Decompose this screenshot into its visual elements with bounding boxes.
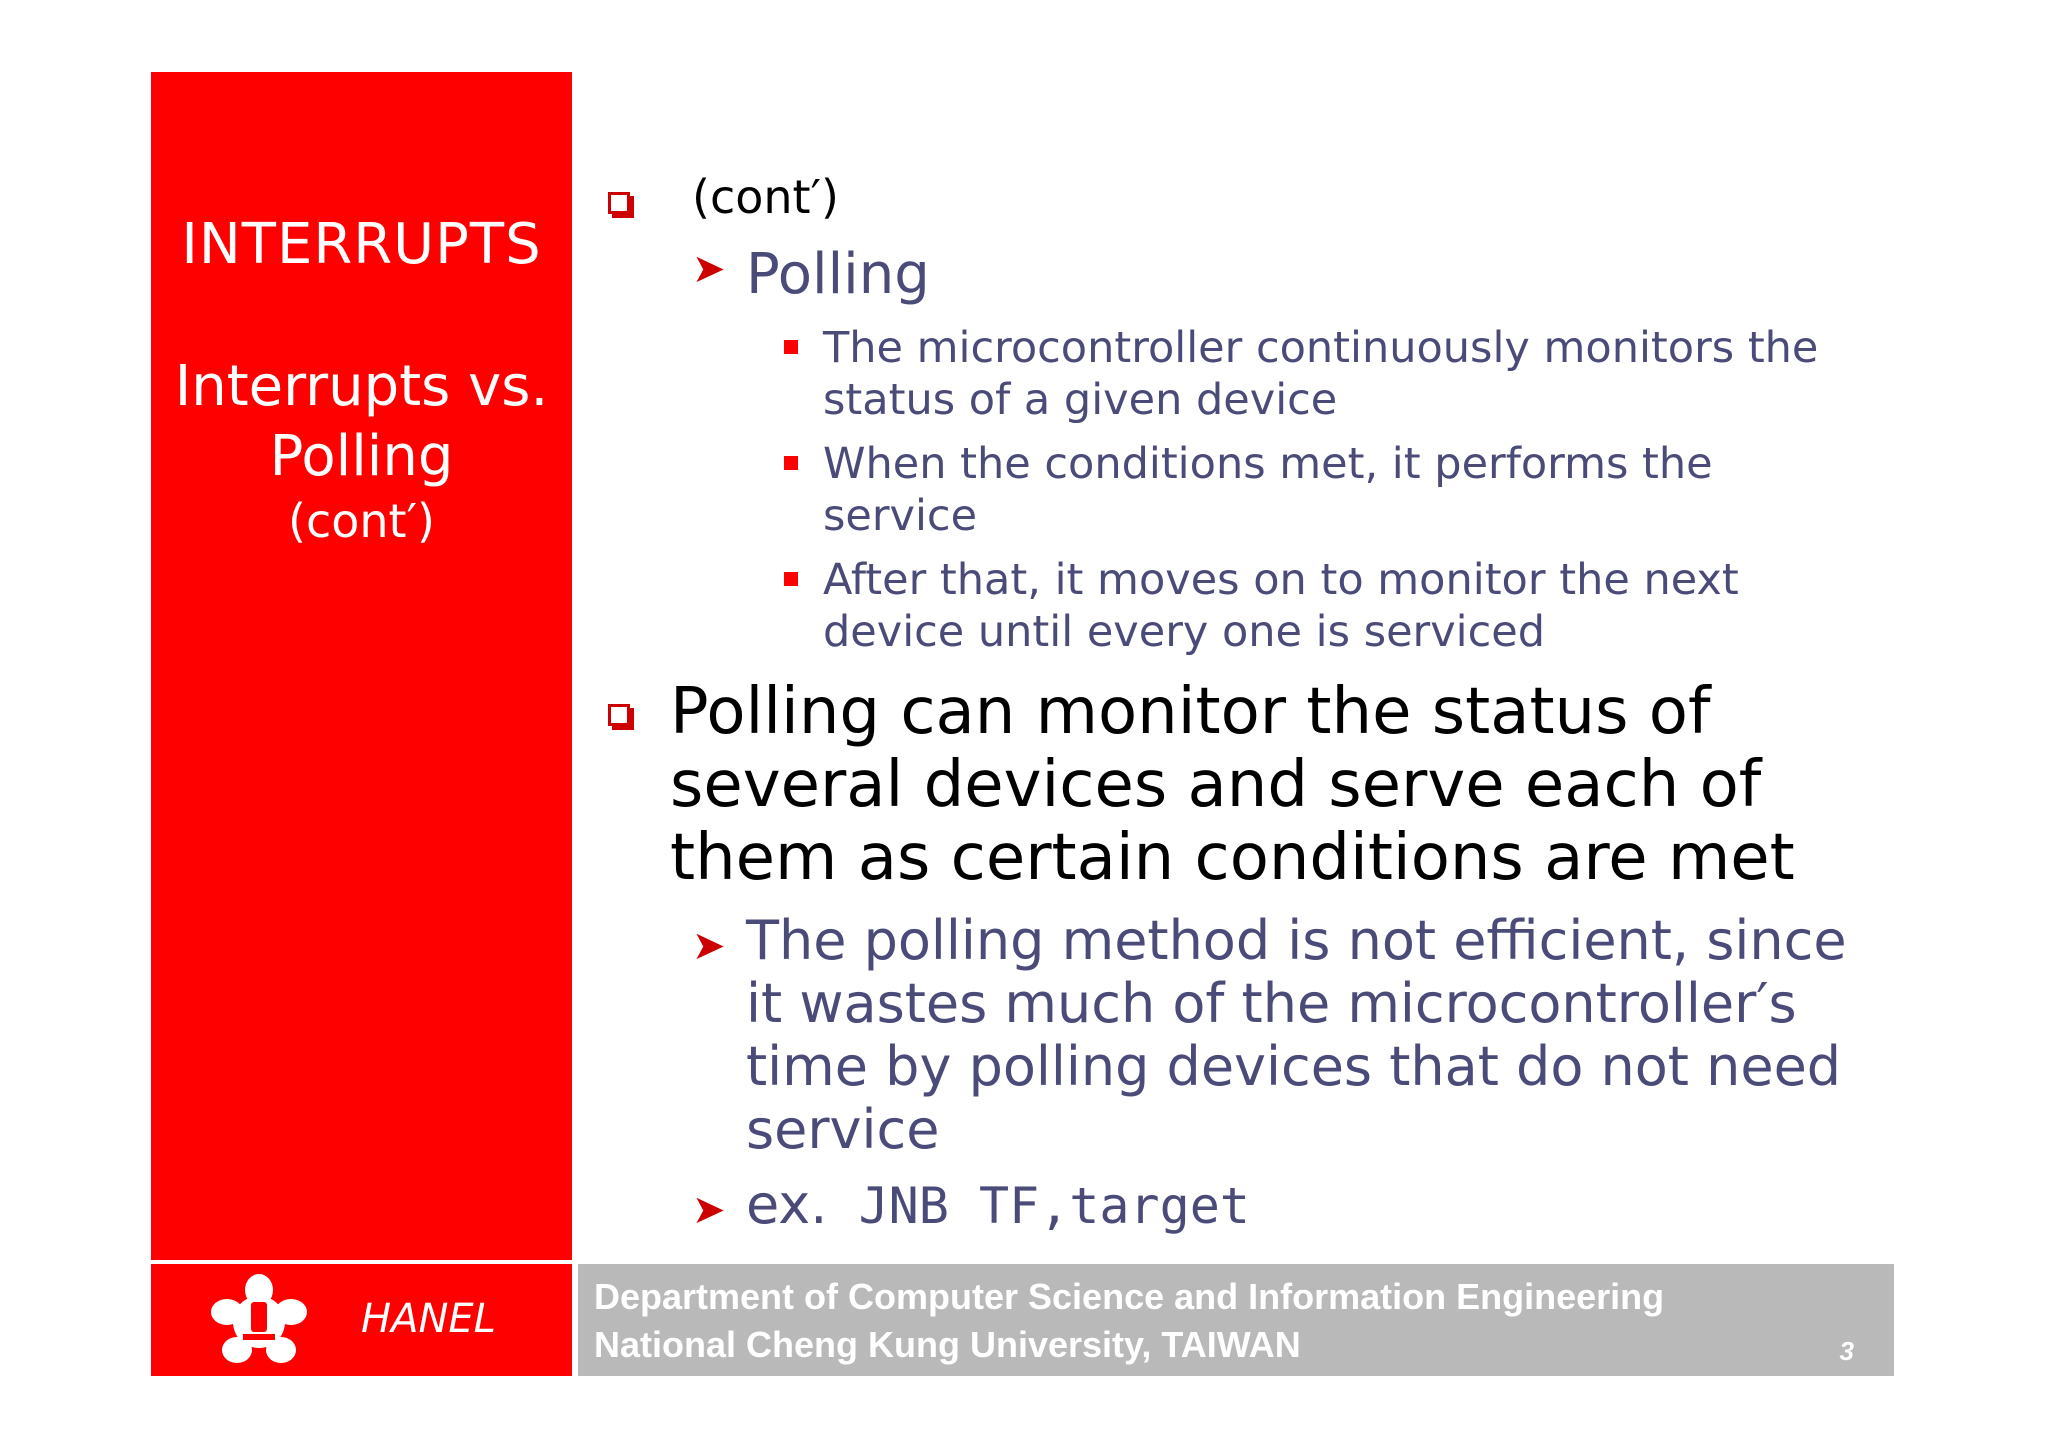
hollow-square-bullet-icon	[608, 704, 630, 726]
list-item	[600, 438, 1900, 542]
sidebar-panel	[151, 72, 572, 1260]
topic-line-2: Polling	[269, 424, 454, 489]
bullet-polling-summary	[600, 676, 1900, 895]
square-bullet-icon	[784, 456, 798, 470]
footer-author-panel	[151, 1264, 572, 1376]
hollow-square-bullet-icon	[608, 192, 630, 214]
bullet-cont	[600, 170, 1900, 232]
list-item-text: The microcontroller continuously monitors the status of a given device	[823, 323, 1819, 425]
example-prefix: ex.	[746, 1173, 828, 1236]
arrow-bullet-icon: ➤	[692, 1187, 726, 1233]
footer-department: Department of Computer Science and Information Engineering	[594, 1276, 1665, 1317]
square-bullet-icon	[784, 572, 798, 586]
author-name: HANEL	[361, 1296, 496, 1342]
topic-line-3: (cont′)	[288, 494, 435, 548]
topic-line-1: Interrupts vs.	[174, 354, 549, 419]
list-item	[600, 554, 1900, 658]
slide-content	[600, 170, 1900, 1238]
bullet-polling-summary-text: Polling can monitor the status of several devices and serve each of them as certain conditions are met	[670, 675, 1795, 895]
university-emblem-icon	[199, 1272, 319, 1372]
example-code: JNB TF,target	[858, 1177, 1250, 1235]
sub-bullet-polling	[600, 242, 1900, 308]
sub-bullet-example-line	[746, 1173, 1900, 1238]
list-item-text: When the conditions met, it performs the service	[823, 439, 1713, 541]
arrow-bullet-icon: ➤	[692, 246, 726, 292]
sub-bullet-polling-text: Polling	[746, 242, 930, 307]
square-bullet-icon	[784, 340, 798, 354]
topic-title	[151, 352, 572, 550]
section-title: INTERRUPTS	[181, 212, 542, 277]
sub-bullet-example	[600, 1173, 1900, 1238]
arrow-bullet-icon: ➤	[692, 923, 726, 969]
footer-institution-panel	[578, 1264, 1894, 1376]
list-item-text: After that, it moves on to monitor the next device until every one is serviced	[823, 555, 1739, 657]
sub-bullet-efficiency-text: The polling method is not efficient, since it wastes much of the microcontroller′s time by polling devices that do not need service	[746, 909, 1847, 1161]
list-item	[600, 322, 1900, 426]
bullet-cont-label: (cont′)	[692, 170, 839, 224]
page-number: 3	[1839, 1336, 1854, 1366]
footer-university: National Cheng Kung University, TAIWAN	[594, 1324, 1301, 1365]
sub-bullet-efficiency	[600, 909, 1900, 1161]
